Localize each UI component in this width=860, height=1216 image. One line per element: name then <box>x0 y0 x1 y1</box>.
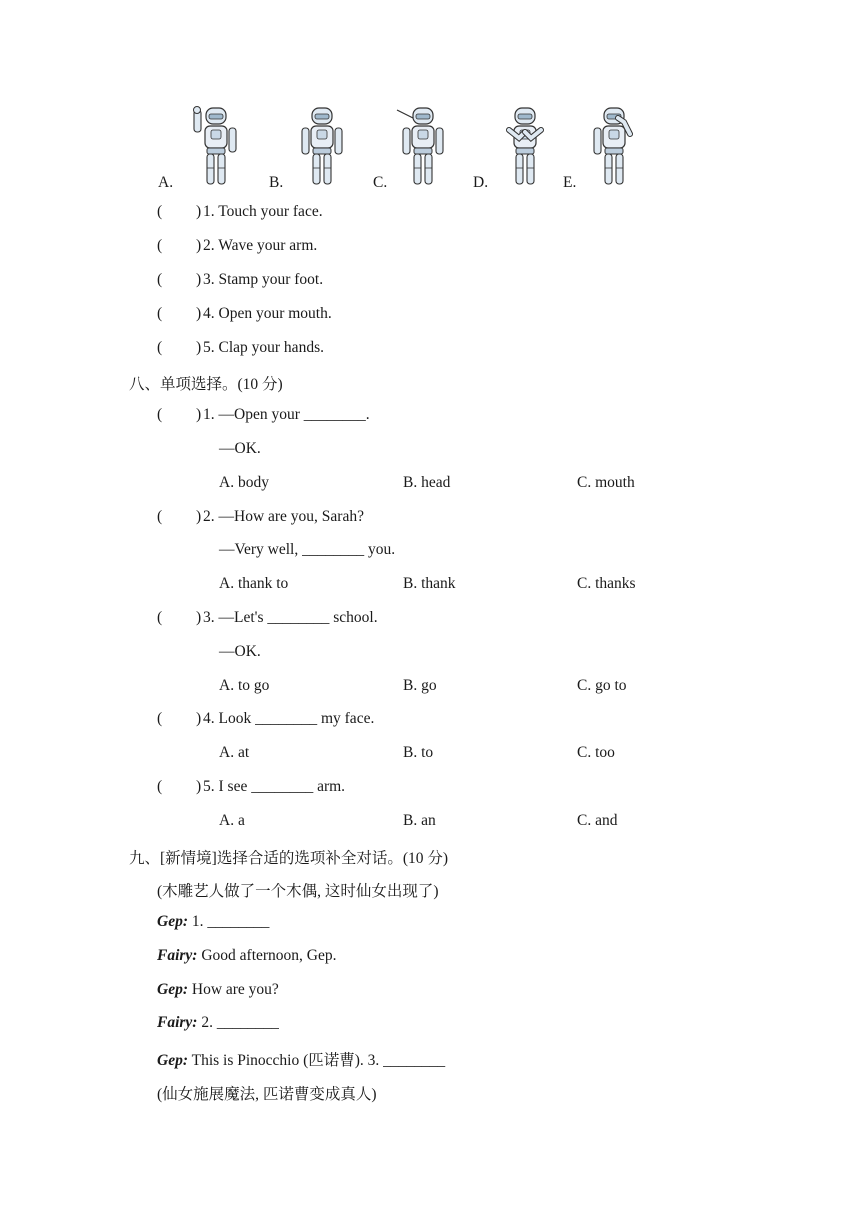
speaker-name: Fairy: <box>157 1014 198 1031</box>
answer-paren-open[interactable]: ( <box>157 271 163 288</box>
question-prompt: 3. —Let's ________ school. <box>203 609 378 626</box>
dialogue-line <box>157 1048 445 1070</box>
speaker-name: Fairy: <box>157 947 198 964</box>
answer-paren-close: ) <box>196 508 202 525</box>
answer-paren-open[interactable]: ( <box>157 609 163 626</box>
speaker-name: Gep: <box>157 1052 188 1069</box>
robot-label-a: A. <box>158 174 174 191</box>
answer-paren-close: ) <box>196 237 202 254</box>
dialogue-line <box>157 981 279 999</box>
robot-pointing-face-icon <box>393 104 453 190</box>
option-c[interactable]: C. go to <box>577 677 627 694</box>
robot-clapping-icon <box>495 104 555 190</box>
option-a[interactable]: A. to go <box>219 677 270 694</box>
robot-touching-face-icon <box>584 104 644 190</box>
answer-paren-close: ) <box>196 609 202 626</box>
robot-label-e: E. <box>563 174 577 191</box>
option-c[interactable]: C. thanks <box>577 575 636 592</box>
answer-paren-close: ) <box>196 305 202 322</box>
question-prompt: 1. —Open your ________. <box>203 406 370 423</box>
item-text: 5. Clap your hands. <box>203 339 324 356</box>
option-b[interactable]: B. head <box>403 474 451 491</box>
option-a[interactable]: A. a <box>219 812 245 829</box>
answer-paren-open[interactable]: ( <box>157 508 163 525</box>
robot-label-c: C. <box>373 174 388 191</box>
speaker-name: Gep: <box>157 913 188 930</box>
answer-paren-close: ) <box>196 339 202 356</box>
option-a[interactable]: A. at <box>219 744 250 761</box>
option-a[interactable]: A. thank to <box>219 575 289 592</box>
option-a[interactable]: A. body <box>219 474 269 491</box>
answer-paren-open[interactable]: ( <box>157 339 163 356</box>
dialogue-text: How are you? <box>188 981 279 998</box>
answer-paren-close: ) <box>196 778 202 795</box>
scene-note: (仙女施展魔法, 匹诺曹变成真人) <box>157 1086 377 1103</box>
robot-standing-icon <box>292 104 352 190</box>
section-heading-8: 八、单项选择。(10 分) <box>129 376 283 393</box>
option-b[interactable]: B. an <box>403 812 436 829</box>
answer-paren-close: ) <box>196 710 202 727</box>
speaker-name: Gep: <box>157 981 188 998</box>
option-c[interactable]: C. too <box>577 744 615 761</box>
question-reply: —Very well, ________ you. <box>219 541 396 558</box>
option-c[interactable]: C. and <box>577 812 618 829</box>
dialogue-text[interactable]: This is Pinocchio (匹诺曹). 3. ________ <box>188 1052 446 1069</box>
item-text: 3. Stamp your foot. <box>203 271 324 288</box>
scene-note: (木雕艺人做了一个木偶, 这时仙女出现了) <box>157 883 439 900</box>
option-b[interactable]: B. to <box>403 744 434 761</box>
dialogue-line <box>157 947 337 965</box>
question-prompt: 2. —How are you, Sarah? <box>203 508 364 525</box>
dialogue-line <box>157 913 269 931</box>
item-text: 2. Wave your arm. <box>203 237 318 254</box>
answer-paren-close: ) <box>196 203 202 220</box>
item-text: 4. Open your mouth. <box>203 305 332 322</box>
dialogue-line <box>157 1014 279 1032</box>
option-b[interactable]: B. thank <box>403 575 456 592</box>
question-prompt: 5. I see ________ arm. <box>203 778 346 795</box>
answer-paren-open[interactable]: ( <box>157 237 163 254</box>
option-b[interactable]: B. go <box>403 677 437 694</box>
question-prompt: 4. Look ________ my face. <box>203 710 375 727</box>
robot-label-b: B. <box>269 174 284 191</box>
robot-waving-icon <box>186 104 246 190</box>
dialogue-text[interactable]: 1. ________ <box>188 913 270 930</box>
answer-paren-close: ) <box>196 271 202 288</box>
answer-paren-open[interactable]: ( <box>157 203 163 220</box>
answer-paren-open[interactable]: ( <box>157 778 163 795</box>
dialogue-text: Good afternoon, Gep. <box>197 947 337 964</box>
answer-paren-open[interactable]: ( <box>157 710 163 727</box>
dialogue-text[interactable]: 2. ________ <box>197 1014 279 1031</box>
option-c[interactable]: C. mouth <box>577 474 635 491</box>
section-heading-9: 九、[新情境]选择合适的选项补全对话。(10 分) <box>129 850 449 867</box>
question-reply: —OK. <box>219 440 261 457</box>
answer-paren-open[interactable]: ( <box>157 305 163 322</box>
answer-paren-open[interactable]: ( <box>157 406 163 423</box>
question-reply: —OK. <box>219 643 261 660</box>
item-text: 1. Touch your face. <box>203 203 323 220</box>
robot-label-d: D. <box>473 174 489 191</box>
answer-paren-close: ) <box>196 406 202 423</box>
